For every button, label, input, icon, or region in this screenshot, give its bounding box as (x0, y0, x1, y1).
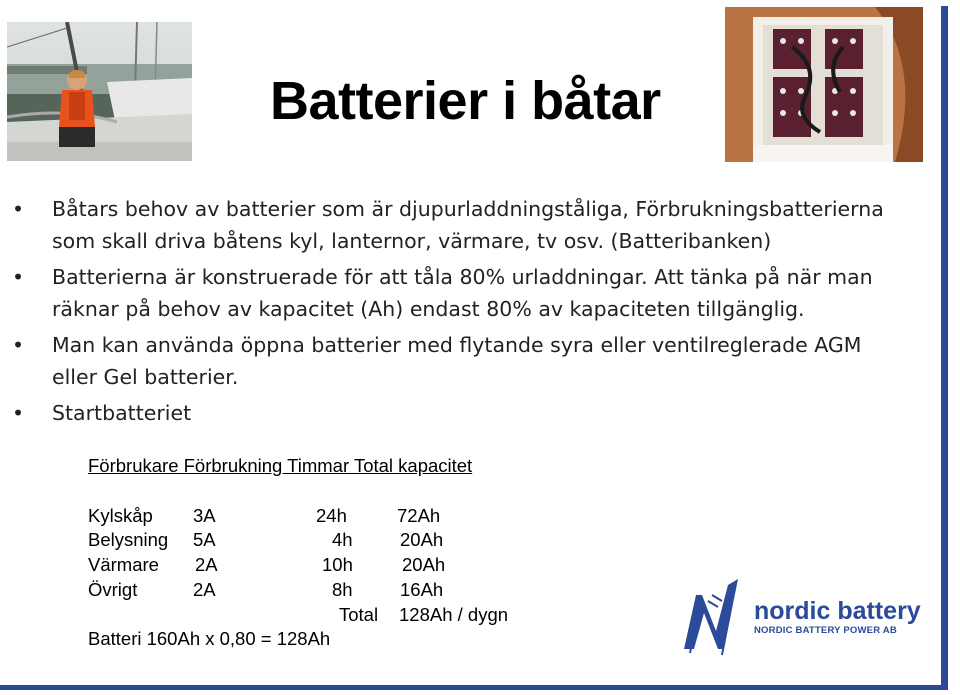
table-cell-total: 20Ah (400, 529, 444, 550)
table-cell-total: 20Ah (402, 554, 446, 575)
table-cell-item: Belysning (88, 529, 169, 550)
sailboat-photo (7, 22, 192, 161)
table-cell-power: 2A (195, 554, 218, 575)
table-total-label: Total (339, 604, 379, 625)
bullet-dot: • (12, 401, 25, 425)
bullet-item (12, 193, 912, 257)
slide-title: Batterier i båtar (270, 71, 661, 131)
logo-tagline: NORDIC BATTERY POWER AB (754, 625, 897, 636)
bullet-line: Startbatteriet (52, 401, 192, 425)
table-cell-hours: 8h (332, 579, 353, 600)
bullet-list (12, 193, 912, 433)
bullet-line: Man kan använda öppna batterier med flytande syra eller ventilreglerade AGM (52, 333, 862, 357)
nordic-n-mark-icon (682, 577, 754, 657)
table-cell-item: Kylskåp (88, 505, 153, 526)
table-header: Förbrukare Förbrukning Timmar Total kapacitet (88, 455, 473, 476)
battery-bank-photo (725, 7, 923, 162)
bullet-line: Batterierna är konstruerade för att tåla 80% urladdningar. Att tänka på när man (52, 265, 873, 289)
table-cell-power: 2A (193, 579, 216, 600)
bullet-line: Båtars behov av batterier som är djupurladdningståliga, Förbrukningsbatterierna (52, 197, 884, 221)
nordic-battery-logo (682, 577, 921, 657)
capacity-formula: Batteri 160Ah x 0,80 = 128Ah (88, 628, 331, 649)
table-total-value: 128Ah / dygn (399, 604, 509, 625)
table-cell-total: 72Ah (397, 505, 441, 526)
bullet-item (12, 261, 912, 325)
bullet-item (12, 329, 912, 393)
table-cell-power: 5A (193, 529, 216, 550)
bullet-line: räknar på behov av kapacitet (Ah) endast 80% av kapaciteten tillgänglig. (52, 297, 805, 321)
slide-frame-right (941, 6, 948, 690)
logo-name: nordic battery (754, 597, 921, 625)
table-cell-hours: 24h (316, 505, 347, 526)
table-cell-power: 3A (193, 505, 216, 526)
bullet-item (12, 397, 912, 429)
bullet-dot: • (12, 333, 25, 357)
table-cell-item: Värmare (88, 554, 159, 575)
table-cell-hours: 10h (322, 554, 353, 575)
table-cell-total: 16Ah (400, 579, 444, 600)
bullet-line: som skall driva båtens kyl, lanternor, värmare, tv osv. (Batteribanken) (52, 229, 772, 253)
bullet-line: eller Gel batterier. (52, 365, 239, 389)
table-cell-hours: 4h (332, 529, 353, 550)
bullet-dot: • (12, 197, 25, 221)
slide-frame-bottom (0, 685, 948, 690)
table-cell-item: Övrigt (88, 579, 138, 600)
bullet-dot: • (12, 265, 25, 289)
